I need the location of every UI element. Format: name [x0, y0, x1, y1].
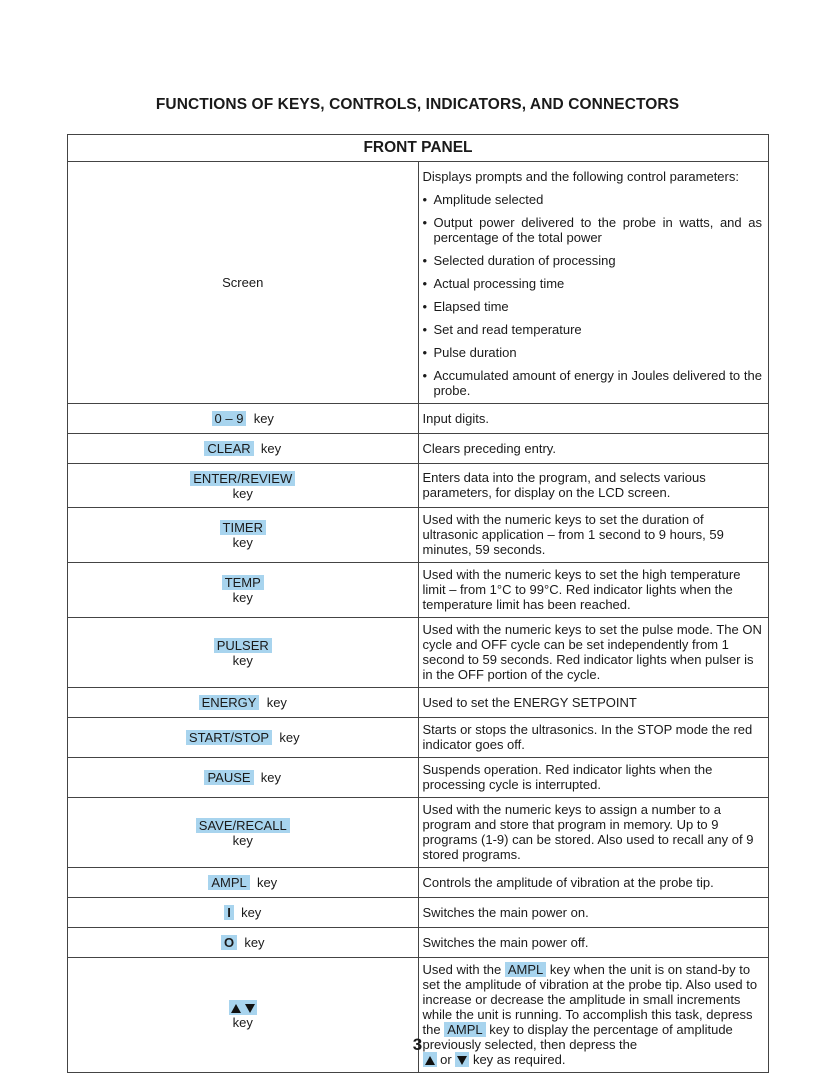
key-word: key [260, 441, 282, 456]
key-description: Input digits. [418, 404, 769, 434]
front-panel-table [67, 134, 769, 1073]
panel-heading: FRONT PANEL [68, 135, 769, 162]
up-arrow-icon [231, 1004, 241, 1013]
key-word: key [279, 730, 300, 745]
table-row-timer [68, 508, 769, 563]
key-up-down [229, 1000, 257, 1015]
key-word: key [253, 411, 274, 426]
down-arrow-icon [245, 1004, 255, 1013]
list-item: • Actual processing time [423, 276, 763, 291]
key-description: Switches the main power off. [418, 928, 769, 958]
key-timer: TIMER [220, 520, 266, 535]
key-description: Suspends operation. Red indicator lights when the processing cycle is interrupted. [418, 758, 769, 798]
key-power-on: I [224, 905, 234, 920]
page-number: 3 [412, 1035, 423, 1054]
list-item: • Output power delivered to the probe in watts, and as percentage of the total power [423, 215, 763, 245]
key-save-recall: SAVE/RECALL [196, 818, 290, 833]
key-description: Used with the AMPL key when the unit is on stand-by to set the amplitude of vibration at the probe tip. Also used to increase or decrease the amplitude in small increments while the unit is running. To accomplish this task, depress the AMPL key to display the percentage of amplitude previously selected, then depress the or key as required. [418, 958, 769, 1073]
key-word: key [232, 1015, 253, 1030]
key-description: Clears preceding entry. [418, 434, 769, 464]
key-description: Switches the main power on. [418, 898, 769, 928]
key-word: key [232, 535, 253, 550]
screen-parameter-list [423, 192, 763, 398]
key-word: key [260, 770, 282, 785]
key-description: Enters data into the program, and selects various parameters, for display on the LCD screen. [418, 464, 769, 508]
key-word: key [256, 875, 278, 890]
table-row-clear [68, 434, 769, 464]
table-row-power-off [68, 928, 769, 958]
key-word: key [244, 935, 265, 950]
down-arrow-icon [457, 1056, 467, 1065]
list-item: • Selected duration of processing [423, 253, 763, 268]
key-word: key [241, 905, 262, 920]
table-row-screen [68, 162, 769, 404]
table-row-digits [68, 404, 769, 434]
key-energy: ENERGY [199, 695, 260, 710]
key-description: Used with the numeric keys to set the duration of ultrasonic application – from 1 second to 9 hours, 59 minutes, 59 seconds. [418, 508, 769, 563]
table-row-energy [68, 688, 769, 718]
key-word: key [232, 652, 253, 668]
key-temp: TEMP [222, 575, 264, 590]
key-enter-review: ENTER/REVIEW [190, 471, 295, 486]
table-row-arrows [68, 958, 769, 1073]
key-start-stop: START/STOP [186, 730, 272, 745]
key-word: key [232, 485, 253, 501]
key-description: Starts or stops the ultrasonics. In the STOP mode the red indicator goes off. [418, 718, 769, 758]
table-row-start-stop [68, 718, 769, 758]
list-item: • Elapsed time [423, 299, 763, 314]
key-power-off: O [221, 935, 237, 950]
table-row-temp [68, 563, 769, 618]
key-pause: PAUSE [204, 770, 253, 785]
key-digits: 0 – 9 [212, 411, 247, 426]
list-item: • Amplitude selected [423, 192, 763, 207]
table-row-save-recall [68, 798, 769, 868]
up-arrow-icon [425, 1056, 435, 1065]
key-word: key [266, 695, 287, 710]
key-clear: CLEAR [204, 441, 253, 456]
key-pulser: PULSER [214, 638, 272, 653]
list-item: • Accumulated amount of energy in Joules delivered to the probe. [423, 368, 763, 398]
key-description: Used with the numeric keys to set the high temperature limit – from 1°C to 99°C. Red indicator lights when the temperature limit has been reached. [418, 563, 769, 618]
screen-description [418, 162, 769, 404]
screen-intro: Displays prompts and the following control parameters: [422, 169, 739, 184]
table-row-ampl [68, 868, 769, 898]
key-description: Used with the numeric keys to set the pulse mode. The ON cycle and OFF cycle can be set independently from 1 second to 59 seconds. Red indicator lights when pulser is in the OFF portion of the cycle. [418, 618, 769, 688]
key-word: key [232, 590, 253, 605]
key-word: key [232, 832, 253, 848]
screen-label: Screen [68, 162, 419, 404]
table-row-enter-review [68, 464, 769, 508]
document-title: FUNCTIONS OF KEYS, CONTROLS, INDICATORS, AND CONNECTORS [155, 96, 680, 113]
list-item: • Set and read temperature [423, 322, 763, 337]
inline-key-ampl: AMPL [444, 1022, 485, 1037]
table-row-power-on [68, 898, 769, 928]
inline-key-ampl: AMPL [505, 962, 546, 977]
key-description: Controls the amplitude of vibration at the probe tip. [418, 868, 769, 898]
key-ampl: AMPL [208, 875, 249, 890]
table-row-pause [68, 758, 769, 798]
list-item: • Pulse duration [423, 345, 763, 360]
table-row-pulser [68, 618, 769, 688]
key-description: Used with the numeric keys to assign a number to a program and store that program in memory. Up to 9 programs (1-9) can be stored. Also used to recall any of 9 stored programs. [418, 798, 769, 868]
key-description: Used to set the ENERGY SETPOINT [418, 688, 769, 718]
